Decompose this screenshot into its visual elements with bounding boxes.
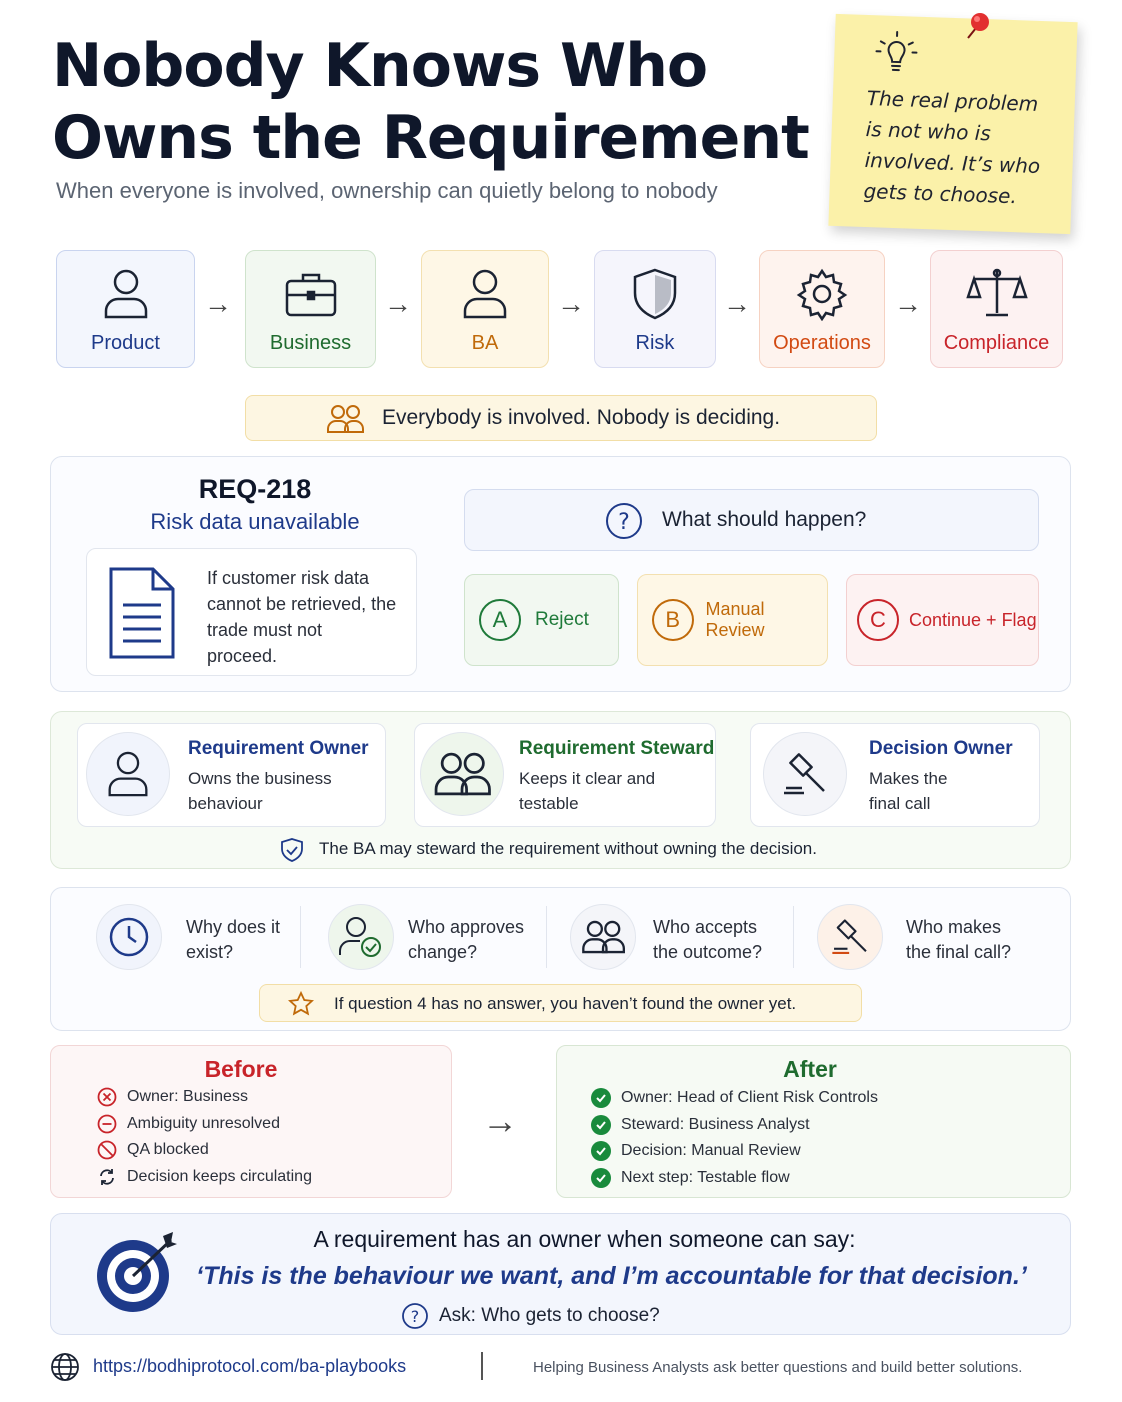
arrow-right-icon: → [482, 1100, 518, 1141]
option-label: Continue + Flag [909, 609, 1037, 630]
option-letter: C [857, 599, 899, 641]
requirement-id: REQ-218 [198, 474, 312, 504]
check-circle-icon [591, 1141, 611, 1161]
role-business [245, 250, 376, 368]
gavel-avatar [817, 904, 883, 970]
role-label: Product [91, 332, 160, 354]
gavel-icon [829, 916, 871, 958]
conclusion-quote: ‘This is the behaviour we want, and I’m accountable for that decision.’ [196, 1262, 1027, 1290]
arrow-right-icon: → [557, 288, 585, 319]
role-label: Risk [635, 332, 675, 354]
requirement-owner-card [77, 723, 386, 827]
minus-circle-icon [97, 1114, 117, 1134]
after-item: Next step: Testable flow [591, 1165, 878, 1192]
person-icon [461, 267, 509, 321]
option-manual-review[interactable] [637, 574, 828, 666]
check-circle-icon [591, 1115, 611, 1135]
role-label: Operations [773, 332, 871, 354]
people-icon [326, 404, 364, 434]
arrow-right-icon: → [894, 288, 922, 319]
divider [300, 906, 301, 968]
avatar [86, 732, 170, 816]
option-label: Reject [535, 609, 589, 630]
role-label: Business [269, 332, 352, 354]
push-pin-icon [958, 10, 994, 46]
before-item: Ambiguity unresolved [97, 1111, 312, 1138]
role-label: BA [471, 332, 499, 354]
question-text: What should happen? [662, 508, 867, 531]
lightbulb-icon [868, 29, 926, 77]
after-item: Owner: Head of Client Risk Controls [591, 1085, 878, 1112]
x-circle-icon [97, 1087, 117, 1107]
decision-owner-card [750, 723, 1040, 827]
option-label: Manual Review [705, 599, 765, 640]
arrow-right-icon: → [723, 288, 751, 319]
before-panel [50, 1045, 452, 1198]
steward-note: The BA may steward the requirement without owning the decision. [319, 839, 817, 858]
check-circle-icon [591, 1088, 611, 1108]
cycle-icon [97, 1167, 117, 1187]
divider [546, 906, 547, 968]
option-letter: A [479, 599, 521, 641]
owner-hint-text: If question 4 has no answer, you haven’t found the owner yet. [334, 994, 797, 1013]
role-label: Compliance [943, 332, 1050, 354]
avatar [420, 732, 504, 816]
page-title: Nobody Knows Who Owns the Requirement [52, 31, 809, 173]
after-panel [556, 1045, 1071, 1198]
role-product [56, 250, 195, 368]
person-check-icon [338, 915, 384, 959]
question-circle-icon [605, 502, 643, 540]
question-1: Why does it exist? [186, 917, 281, 962]
briefcase-icon [283, 267, 339, 319]
person-check-avatar [328, 904, 394, 970]
ask-row [401, 1302, 660, 1330]
star-icon [288, 991, 314, 1017]
role-risk [594, 250, 716, 368]
role-description: Makes the final call [869, 769, 948, 813]
globe-icon [50, 1352, 80, 1382]
role-description: Keeps it clear and testable [519, 769, 656, 813]
before-item: Decision keeps circulating [97, 1164, 312, 1191]
after-item: Decision: Manual Review [591, 1138, 878, 1165]
after-item: Steward: Business Analyst [591, 1112, 878, 1139]
before-item: Owner: Business [97, 1084, 312, 1111]
question-2: Who approves change? [408, 917, 525, 962]
person-icon [102, 267, 150, 321]
clock-icon [108, 916, 150, 958]
requirement-card [86, 548, 417, 676]
role-title: Requirement Steward [519, 738, 715, 759]
option-continue-flag[interactable] [846, 574, 1039, 666]
ask-text: Ask: Who gets to choose? [439, 1305, 660, 1326]
requirement-name: Risk data unavailable [150, 509, 360, 534]
sticky-note [828, 14, 1077, 234]
svg-text:?: ? [618, 510, 630, 535]
gavel-icon [780, 749, 830, 799]
scales-icon [966, 267, 1028, 321]
requirement-description: If customer risk data cannot be retrieved, the trade must not proceed. [207, 568, 397, 666]
option-letter: B [652, 599, 694, 641]
after-title: After [783, 1056, 837, 1082]
sticky-note-text: The real problem is not who is involved. It’s who gets to choose. [863, 85, 1041, 209]
check-circle-icon [591, 1168, 611, 1188]
footer-tagline: Helping Business Analysts ask better questions and build better solutions. [533, 1359, 1023, 1376]
blocked-icon [97, 1140, 117, 1160]
shield-icon [631, 267, 679, 321]
people-icon [581, 919, 625, 955]
shield-check-icon [280, 837, 304, 863]
avatar [763, 732, 847, 816]
question-box [464, 489, 1039, 551]
question-4: Who makes the final call? [906, 917, 1012, 962]
role-compliance [930, 250, 1063, 368]
person-icon [106, 749, 150, 799]
requirement-steward-card [414, 723, 716, 827]
involvement-banner [245, 395, 877, 441]
before-title: Before [204, 1056, 278, 1082]
question-circle-icon [401, 1302, 429, 1330]
banner-text: Everybody is involved. Nobody is deciding. [382, 406, 781, 429]
role-ba [421, 250, 549, 368]
gear-icon [795, 267, 849, 321]
role-operations [759, 250, 885, 368]
question-3: Who accepts the outcome? [653, 917, 763, 962]
people-icon [433, 751, 491, 797]
conclusion-lead: A requirement has an owner when someone can say: [313, 1226, 856, 1252]
page-subtitle: When everyone is involved, ownership can quietly belong to nobody [56, 178, 718, 203]
option-reject[interactable] [464, 574, 619, 666]
footer-url-link[interactable]: https://bodhiprotocol.com/ba-playbooks [93, 1356, 407, 1376]
svg-text:?: ? [410, 1307, 420, 1326]
document-icon [107, 565, 177, 661]
role-title: Decision Owner [869, 738, 1013, 759]
clock-avatar [96, 904, 162, 970]
conclusion-panel [50, 1213, 1071, 1335]
divider [793, 906, 794, 968]
people-avatar [570, 904, 636, 970]
role-description: Owns the business behaviour [188, 769, 332, 813]
role-title: Requirement Owner [188, 738, 369, 759]
arrow-right-icon: → [204, 288, 232, 319]
footer-divider [481, 1352, 483, 1380]
arrow-right-icon: → [384, 288, 412, 319]
before-item: QA blocked [97, 1137, 312, 1164]
owner-hint [259, 984, 862, 1022]
